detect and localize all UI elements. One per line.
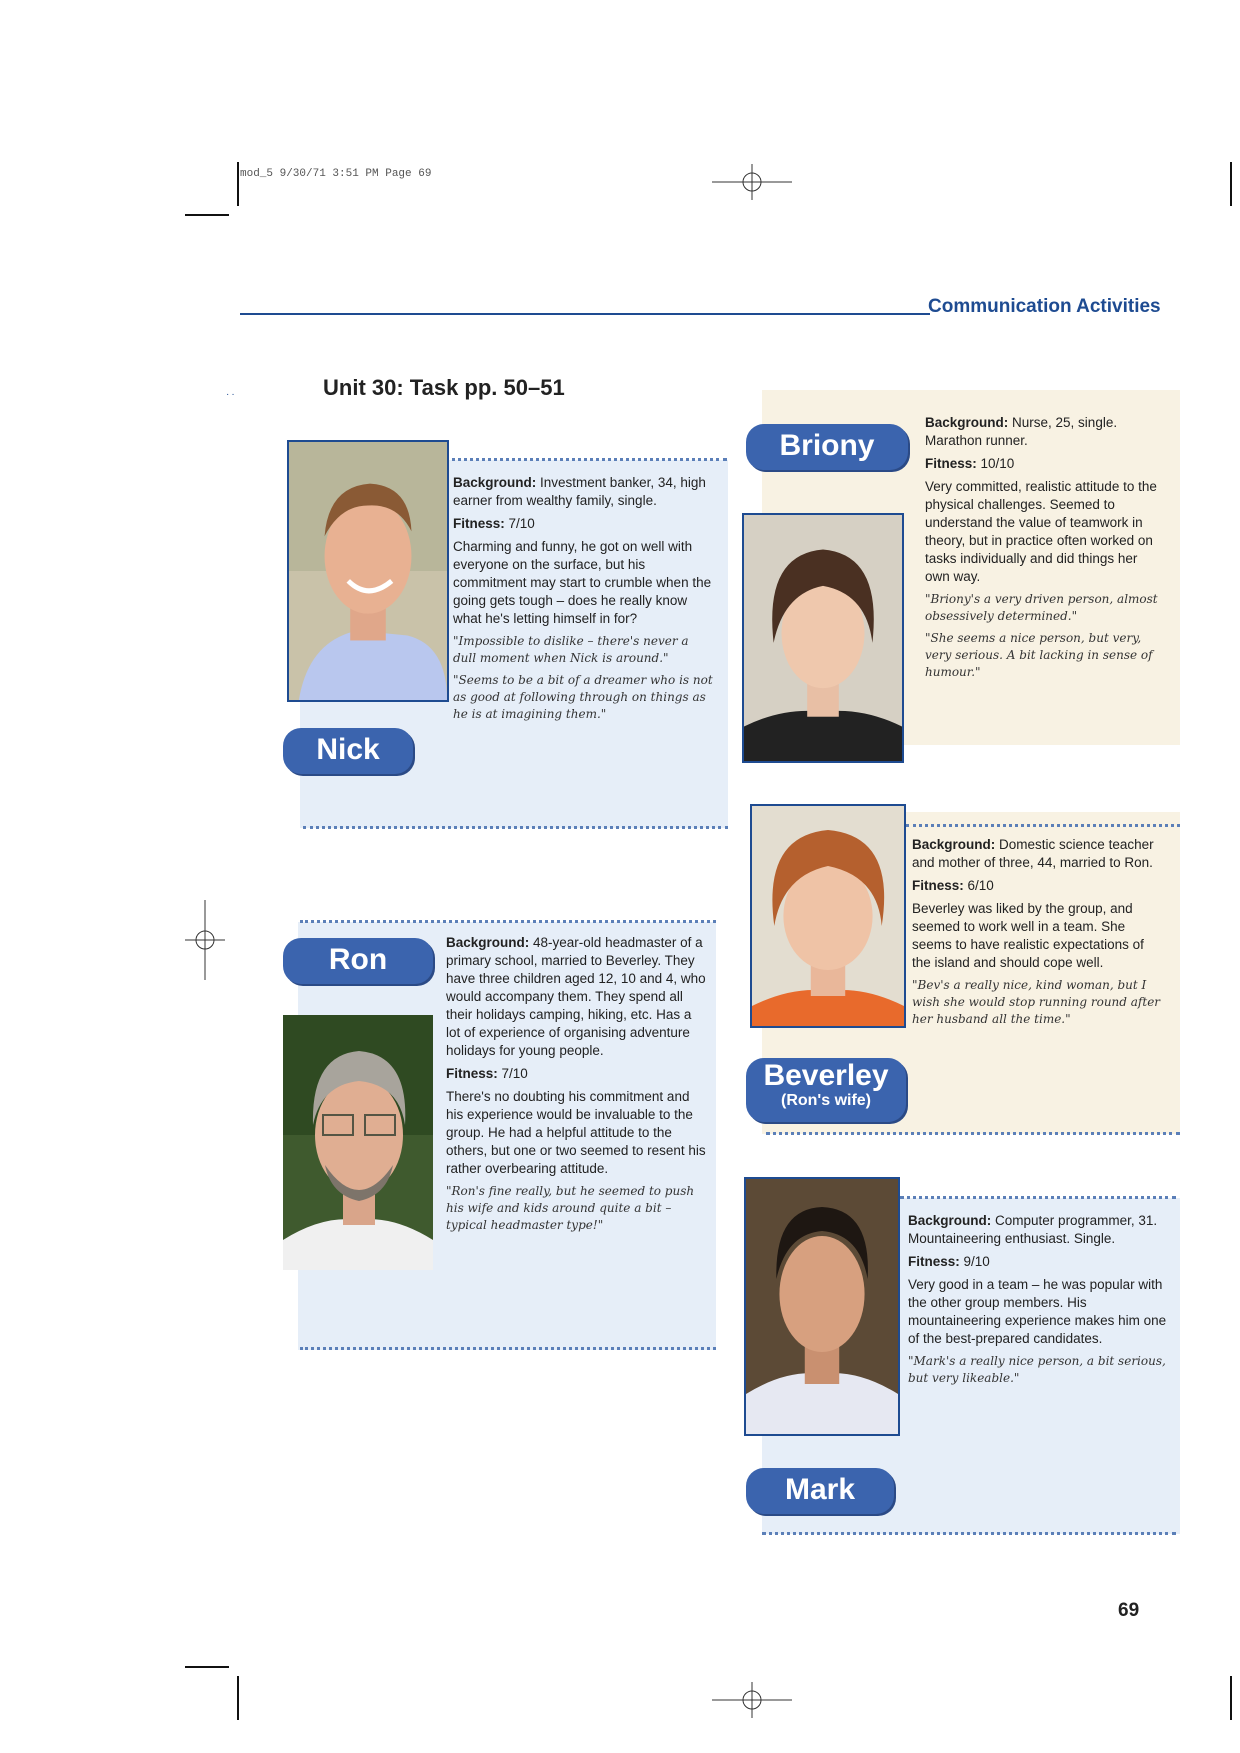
briony-name-badge: Briony: [746, 424, 908, 470]
background-label: Background:: [925, 415, 1009, 430]
divider: [300, 920, 716, 923]
mark-fitness: 9/10: [963, 1254, 990, 1269]
fitness-label: Fitness:: [908, 1254, 960, 1269]
divider: [900, 1196, 1176, 1199]
mark-quote-1: "Mark's a really nice person, a bit serious, but very likeable.": [908, 1354, 1166, 1385]
nick-quote-1: "Impossible to dislike – there's never a dull moment when Nick is around.": [453, 634, 689, 665]
crop-mark: [1230, 162, 1232, 206]
ron-profile: [446, 934, 708, 1239]
briony-background: Nurse, 25, single. Marathon runner.: [925, 415, 1118, 448]
beverley-name-badge: [746, 1058, 906, 1122]
briony-photo: [742, 513, 904, 763]
crop-mark: [185, 1666, 229, 1668]
beverley-name: Beverley: [763, 1059, 889, 1092]
print-slug: mod_5 9/30/71 3:51 PM Page 69: [240, 168, 432, 180]
registration-mark-icon: [185, 900, 225, 980]
margin-dots: ··: [226, 389, 237, 400]
divider: [300, 1347, 716, 1350]
beverley-background: Domestic science teacher and mother of three, 44, married to Ron.: [912, 837, 1154, 870]
beverley-fitness: 6/10: [967, 878, 994, 893]
fitness-label: Fitness:: [912, 878, 964, 893]
beverley-subtitle: (Ron's wife): [780, 1092, 872, 1109]
beverley-description: Beverley was liked by the group, and seemed to work well in a team. She seems to have realistic expectations of the island and should cope well.: [912, 901, 1144, 970]
ron-fitness: 7/10: [501, 1066, 528, 1081]
mark-profile: [908, 1212, 1170, 1392]
nick-photo: [287, 440, 449, 702]
background-label: Background:: [453, 475, 537, 490]
ron-quote-1: "Ron's fine really, but he seemed to push his wife and kids around quite a bit – typical headmaster type!": [446, 1184, 695, 1232]
ron-photo: [283, 1015, 433, 1270]
crop-mark: [237, 162, 239, 206]
mark-photo: [744, 1177, 900, 1436]
briony-quote-2: "She seems a nice person, but very, very serious. A bit lacking in sense of humour.": [925, 631, 1153, 679]
nick-quote-2: "Seems to be a bit of a dreamer who is not as good at following through on things as he is at imagining them.": [453, 673, 713, 721]
nick-fitness: 7/10: [508, 516, 535, 531]
divider: [445, 458, 727, 461]
background-label: Background:: [912, 837, 996, 852]
nick-profile: [453, 474, 715, 728]
registration-mark-icon: [712, 1680, 792, 1720]
briony-quote-1: "Briony's a very driven person, almost obsessively determined.": [925, 592, 1158, 623]
crop-mark: [185, 214, 229, 216]
briony-description: Very committed, realistic attitude to the physical challenges. Seemed to understand the value of teamwork in theory, but in practice often worked on tasks individually and did things her own way.: [925, 479, 1157, 584]
nick-description: Charming and funny, he got on well with everyone on the surface, but his commitment may start to crumble when the going gets tough – does he really know what he's letting himself in for?: [453, 539, 712, 626]
crop-mark: [237, 1676, 239, 1720]
briony-profile: [925, 414, 1163, 686]
section-title: Communication Activities: [928, 296, 1161, 317]
ron-background: 48-year-old headmaster of a primary school, married to Beverley. They have three children aged 12, 10 and 4, who would accompany them. They spend all their holidays camping, hiking, etc. Has a lot of experience of organising adventure holidays for young people.: [446, 935, 706, 1058]
divider: [762, 1532, 1176, 1535]
fitness-label: Fitness:: [925, 456, 977, 471]
divider: [766, 1132, 1180, 1135]
nick-background: Investment banker, 34, high earner from wealthy family, single.: [453, 475, 706, 508]
beverley-photo: [750, 804, 906, 1028]
divider: [303, 826, 728, 829]
mark-description: Very good in a team – he was popular with the other group members. His mountaineering experience makes him one of the best-prepared candidates.: [908, 1277, 1167, 1346]
background-label: Background:: [446, 935, 530, 950]
briony-fitness: 10/10: [980, 456, 1015, 471]
background-label: Background:: [908, 1213, 992, 1228]
mark-background: Computer programmer, 31. Mountaineering enthusiast. Single.: [908, 1213, 1158, 1246]
beverley-quote-1: "Bev's a really nice, kind woman, but I wish she would stop running round after her husband all the time.": [912, 978, 1161, 1026]
crop-mark: [1230, 1676, 1232, 1720]
nick-name-badge: Nick: [283, 728, 413, 774]
fitness-label: Fitness:: [453, 516, 505, 531]
registration-mark-icon: [712, 162, 792, 202]
ron-description: There's no doubting his commitment and his experience would be invaluable to the group. He had a helpful attitude to the others, but one or two seemed to resent his rather overbearing attitude.: [446, 1089, 706, 1176]
page-number: 69: [1118, 1600, 1140, 1621]
divider: [906, 824, 1180, 827]
mark-name-badge: Mark: [746, 1468, 894, 1514]
beverley-profile: [912, 836, 1164, 1033]
unit-title: Unit 30: Task pp. 50–51: [323, 375, 565, 400]
header-rule: [240, 313, 930, 315]
ron-name-badge: Ron: [283, 938, 433, 984]
fitness-label: Fitness:: [446, 1066, 498, 1081]
